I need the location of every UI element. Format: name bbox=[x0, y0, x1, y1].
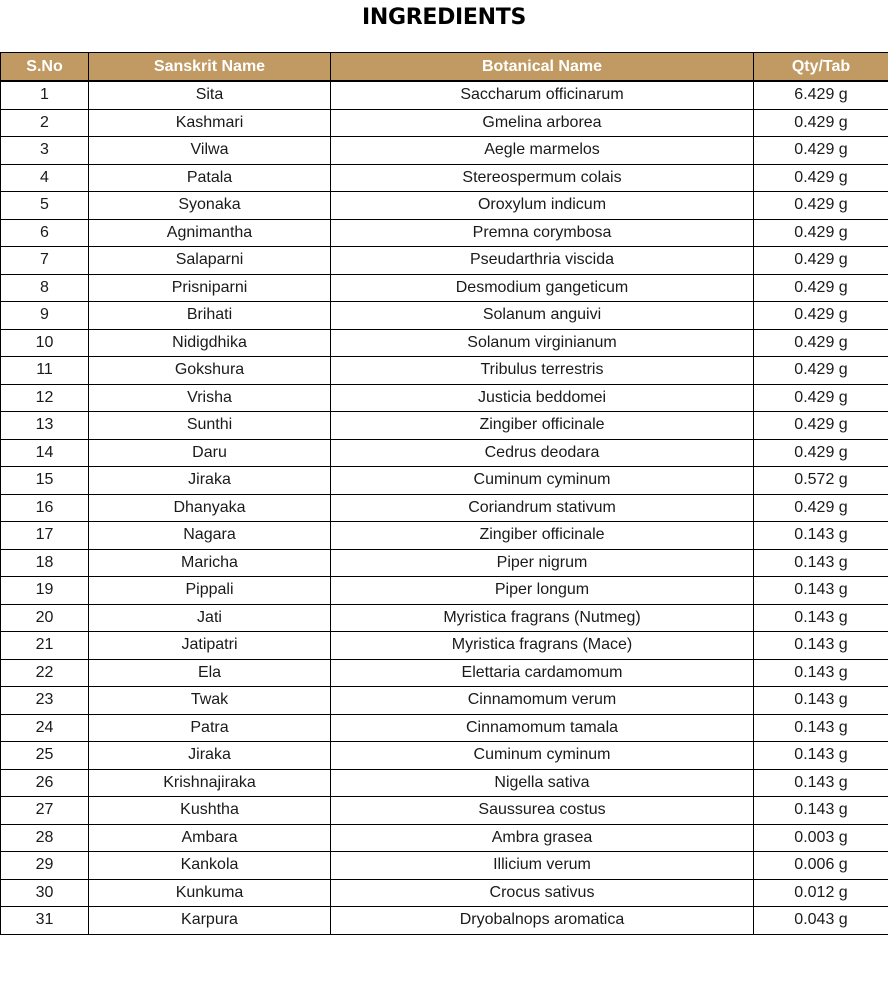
page-title: INGREDIENTS bbox=[361, 5, 527, 30]
table-row bbox=[1, 384, 888, 412]
cell-botanical-name: Gmelina arborea bbox=[331, 109, 754, 137]
cell-quantity: 0.429 g bbox=[754, 357, 888, 385]
cell-quantity: 0.429 g bbox=[754, 412, 888, 440]
cell-botanical-name: Saccharum officinarum bbox=[331, 81, 754, 109]
cell-serial-number: 18 bbox=[1, 549, 89, 577]
cell-quantity: 0.143 g bbox=[754, 714, 888, 742]
cell-quantity: 0.012 g bbox=[754, 879, 888, 907]
table-header-row bbox=[1, 53, 888, 82]
cell-quantity: 0.006 g bbox=[754, 852, 888, 880]
cell-sanskrit-name: Pippali bbox=[89, 577, 331, 605]
cell-serial-number: 15 bbox=[1, 467, 89, 495]
table-row bbox=[1, 412, 888, 440]
cell-sanskrit-name: Kushtha bbox=[89, 797, 331, 825]
cell-sanskrit-name: Syonaka bbox=[89, 192, 331, 220]
cell-botanical-name: Saussurea costus bbox=[331, 797, 754, 825]
cell-sanskrit-name: Brihati bbox=[89, 302, 331, 330]
table-row bbox=[1, 274, 888, 302]
table-row bbox=[1, 137, 888, 165]
cell-sanskrit-name: Jiraka bbox=[89, 467, 331, 495]
cell-serial-number: 28 bbox=[1, 824, 89, 852]
cell-sanskrit-name: Daru bbox=[89, 439, 331, 467]
table-row bbox=[1, 687, 888, 715]
cell-quantity: 0.143 g bbox=[754, 549, 888, 577]
cell-serial-number: 2 bbox=[1, 109, 89, 137]
table-row bbox=[1, 797, 888, 825]
cell-sanskrit-name: Salaparni bbox=[89, 247, 331, 275]
cell-botanical-name: Zingiber officinale bbox=[331, 412, 754, 440]
cell-botanical-name: Illicium verum bbox=[331, 852, 754, 880]
cell-serial-number: 21 bbox=[1, 632, 89, 660]
cell-serial-number: 27 bbox=[1, 797, 89, 825]
cell-quantity: 0.429 g bbox=[754, 192, 888, 220]
cell-serial-number: 25 bbox=[1, 742, 89, 770]
table-row bbox=[1, 522, 888, 550]
cell-quantity: 0.143 g bbox=[754, 604, 888, 632]
cell-serial-number: 9 bbox=[1, 302, 89, 330]
cell-serial-number: 24 bbox=[1, 714, 89, 742]
cell-sanskrit-name: Patala bbox=[89, 164, 331, 192]
cell-serial-number: 11 bbox=[1, 357, 89, 385]
cell-quantity: 0.429 g bbox=[754, 247, 888, 275]
cell-botanical-name: Tribulus terrestris bbox=[331, 357, 754, 385]
cell-botanical-name: Cuminum cyminum bbox=[331, 467, 754, 495]
table-row bbox=[1, 769, 888, 797]
header-botanical-name: Botanical Name bbox=[331, 53, 754, 82]
cell-sanskrit-name: Twak bbox=[89, 687, 331, 715]
table-row bbox=[1, 577, 888, 605]
cell-botanical-name: Elettaria cardamomum bbox=[331, 659, 754, 687]
table-row bbox=[1, 81, 888, 109]
cell-quantity: 0.429 g bbox=[754, 329, 888, 357]
cell-serial-number: 10 bbox=[1, 329, 89, 357]
table-body bbox=[1, 81, 888, 934]
cell-quantity: 0.143 g bbox=[754, 577, 888, 605]
cell-quantity: 0.429 g bbox=[754, 384, 888, 412]
cell-serial-number: 23 bbox=[1, 687, 89, 715]
cell-quantity: 6.429 g bbox=[754, 81, 888, 109]
cell-sanskrit-name: Vrisha bbox=[89, 384, 331, 412]
table-row bbox=[1, 604, 888, 632]
cell-sanskrit-name: Prisniparni bbox=[89, 274, 331, 302]
cell-sanskrit-name: Maricha bbox=[89, 549, 331, 577]
cell-sanskrit-name: Sita bbox=[89, 81, 331, 109]
table-row bbox=[1, 302, 888, 330]
cell-serial-number: 31 bbox=[1, 907, 89, 935]
cell-quantity: 0.143 g bbox=[754, 769, 888, 797]
table-row bbox=[1, 742, 888, 770]
cell-sanskrit-name: Jiraka bbox=[89, 742, 331, 770]
table-row bbox=[1, 247, 888, 275]
table-row bbox=[1, 357, 888, 385]
cell-botanical-name: Desmodium gangeticum bbox=[331, 274, 754, 302]
cell-serial-number: 3 bbox=[1, 137, 89, 165]
table-row bbox=[1, 467, 888, 495]
table-row bbox=[1, 824, 888, 852]
table-row bbox=[1, 164, 888, 192]
cell-serial-number: 8 bbox=[1, 274, 89, 302]
cell-serial-number: 17 bbox=[1, 522, 89, 550]
cell-botanical-name: Pseudarthria viscida bbox=[331, 247, 754, 275]
header-sanskrit-name: Sanskrit Name bbox=[89, 53, 331, 82]
cell-quantity: 0.429 g bbox=[754, 494, 888, 522]
table-row bbox=[1, 439, 888, 467]
cell-quantity: 0.429 g bbox=[754, 164, 888, 192]
cell-botanical-name: Premna corymbosa bbox=[331, 219, 754, 247]
table-row bbox=[1, 192, 888, 220]
cell-botanical-name: Myristica fragrans (Nutmeg) bbox=[331, 604, 754, 632]
cell-quantity: 0.429 g bbox=[754, 302, 888, 330]
cell-sanskrit-name: Kashmari bbox=[89, 109, 331, 137]
cell-quantity: 0.143 g bbox=[754, 659, 888, 687]
cell-serial-number: 26 bbox=[1, 769, 89, 797]
cell-quantity: 0.143 g bbox=[754, 522, 888, 550]
cell-sanskrit-name: Krishnajiraka bbox=[89, 769, 331, 797]
cell-serial-number: 30 bbox=[1, 879, 89, 907]
cell-quantity: 0.143 g bbox=[754, 687, 888, 715]
cell-botanical-name: Dryobalnops aromatica bbox=[331, 907, 754, 935]
cell-sanskrit-name: Patra bbox=[89, 714, 331, 742]
cell-botanical-name: Cinnamomum verum bbox=[331, 687, 754, 715]
table-row bbox=[1, 632, 888, 660]
ingredients-table bbox=[0, 52, 888, 935]
cell-quantity: 0.003 g bbox=[754, 824, 888, 852]
cell-botanical-name: Piper longum bbox=[331, 577, 754, 605]
cell-serial-number: 13 bbox=[1, 412, 89, 440]
cell-serial-number: 6 bbox=[1, 219, 89, 247]
cell-quantity: 0.429 g bbox=[754, 109, 888, 137]
cell-serial-number: 16 bbox=[1, 494, 89, 522]
cell-serial-number: 12 bbox=[1, 384, 89, 412]
cell-botanical-name: Crocus sativus bbox=[331, 879, 754, 907]
cell-sanskrit-name: Gokshura bbox=[89, 357, 331, 385]
cell-botanical-name: Nigella sativa bbox=[331, 769, 754, 797]
table-row bbox=[1, 659, 888, 687]
cell-botanical-name: Cedrus deodara bbox=[331, 439, 754, 467]
cell-quantity: 0.429 g bbox=[754, 137, 888, 165]
cell-serial-number: 22 bbox=[1, 659, 89, 687]
cell-botanical-name: Cuminum cyminum bbox=[331, 742, 754, 770]
cell-quantity: 0.143 g bbox=[754, 797, 888, 825]
cell-botanical-name: Coriandrum stativum bbox=[331, 494, 754, 522]
header-serial-number: S.No bbox=[1, 53, 89, 82]
table-row bbox=[1, 109, 888, 137]
cell-sanskrit-name: Kankola bbox=[89, 852, 331, 880]
cell-botanical-name: Zingiber officinale bbox=[331, 522, 754, 550]
cell-quantity: 0.429 g bbox=[754, 274, 888, 302]
cell-sanskrit-name: Ela bbox=[89, 659, 331, 687]
cell-botanical-name: Justicia beddomei bbox=[331, 384, 754, 412]
cell-serial-number: 20 bbox=[1, 604, 89, 632]
cell-quantity: 0.429 g bbox=[754, 219, 888, 247]
cell-sanskrit-name: Sunthi bbox=[89, 412, 331, 440]
cell-botanical-name: Piper nigrum bbox=[331, 549, 754, 577]
cell-quantity: 0.143 g bbox=[754, 632, 888, 660]
cell-sanskrit-name: Vilwa bbox=[89, 137, 331, 165]
cell-sanskrit-name: Karpura bbox=[89, 907, 331, 935]
cell-quantity: 0.429 g bbox=[754, 439, 888, 467]
cell-sanskrit-name: Dhanyaka bbox=[89, 494, 331, 522]
table-row bbox=[1, 219, 888, 247]
table-row bbox=[1, 494, 888, 522]
cell-sanskrit-name: Kunkuma bbox=[89, 879, 331, 907]
cell-sanskrit-name: Nidigdhika bbox=[89, 329, 331, 357]
header-quantity-per-tablet: Qty/Tab bbox=[754, 53, 888, 82]
cell-botanical-name: Oroxylum indicum bbox=[331, 192, 754, 220]
cell-serial-number: 5 bbox=[1, 192, 89, 220]
table-row bbox=[1, 879, 888, 907]
cell-botanical-name: Solanum virginianum bbox=[331, 329, 754, 357]
table-row bbox=[1, 714, 888, 742]
cell-botanical-name: Aegle marmelos bbox=[331, 137, 754, 165]
cell-serial-number: 29 bbox=[1, 852, 89, 880]
cell-botanical-name: Stereospermum colais bbox=[331, 164, 754, 192]
cell-quantity: 0.143 g bbox=[754, 742, 888, 770]
cell-botanical-name: Ambra grasea bbox=[331, 824, 754, 852]
cell-sanskrit-name: Ambara bbox=[89, 824, 331, 852]
cell-serial-number: 1 bbox=[1, 81, 89, 109]
table-row bbox=[1, 329, 888, 357]
cell-serial-number: 4 bbox=[1, 164, 89, 192]
cell-sanskrit-name: Jati bbox=[89, 604, 331, 632]
cell-serial-number: 19 bbox=[1, 577, 89, 605]
cell-serial-number: 14 bbox=[1, 439, 89, 467]
table-row bbox=[1, 907, 888, 935]
cell-sanskrit-name: Agnimantha bbox=[89, 219, 331, 247]
cell-sanskrit-name: Nagara bbox=[89, 522, 331, 550]
cell-botanical-name: Solanum anguivi bbox=[331, 302, 754, 330]
cell-botanical-name: Myristica fragrans (Mace) bbox=[331, 632, 754, 660]
cell-serial-number: 7 bbox=[1, 247, 89, 275]
cell-quantity: 0.572 g bbox=[754, 467, 888, 495]
table-row bbox=[1, 852, 888, 880]
cell-quantity: 0.043 g bbox=[754, 907, 888, 935]
cell-sanskrit-name: Jatipatri bbox=[89, 632, 331, 660]
table-row bbox=[1, 549, 888, 577]
cell-botanical-name: Cinnamomum tamala bbox=[331, 714, 754, 742]
